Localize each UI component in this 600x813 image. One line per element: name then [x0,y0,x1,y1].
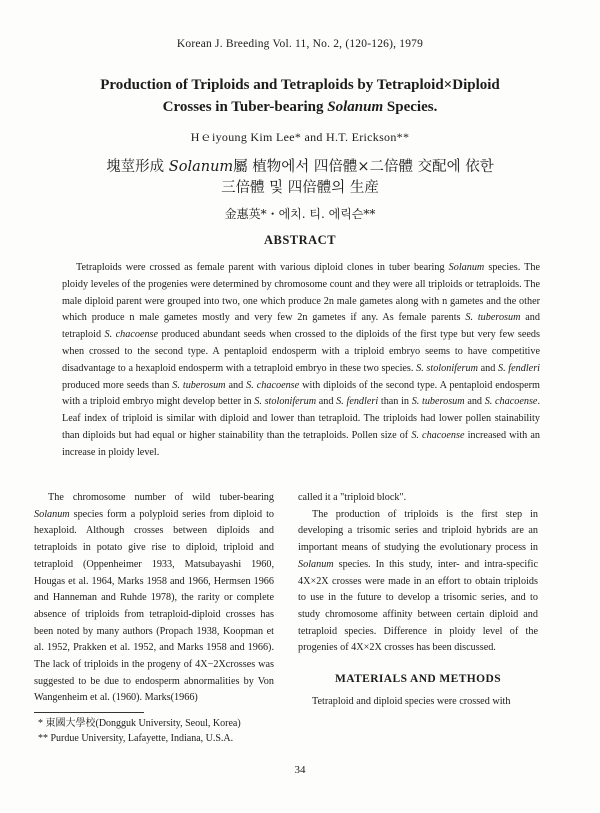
title-line-2-text: Crosses in Tuber-bearing [162,99,328,115]
intro-paragraph-1-continued: called it a "triploid block". [298,492,407,503]
intro-paragraph-2: The production of triploids is the first step in developing a trisomic series and triploid hybrids are an important means of studying the evolutionary process in Solanum species. In this study, inter- and intra-specific 4X×2X crosses were made in an effort to obtain triploids to use in the future to develop a trisomic series, and to study chromosome affinity between certain diploid and tetraploid species. Difference in ploidy level of the progenies of 4X×2X crosses has been discussed. [298,508,538,654]
species-name: S. chacoense [246,379,300,391]
korean-title-line-2: 三倍體 및 四倍體의 生産 [221,180,379,196]
species-name: S. tuberosum [172,379,226,391]
species-name: S. tuberosum [465,312,521,324]
korean-title-post: 屬 植物에서 四倍體×二倍體 交配에 依한 [233,159,494,175]
species-name: S. chacoense [411,429,465,441]
methods-paragraph-1: Tetraploid and diploid species were crossed with [312,695,511,707]
footnote-1: * 東國大學校(Dongguk University, Seoul, Korea) [38,718,241,729]
footnote-2: ** Purdue University, Lafayette, Indiana, U.S.A. [38,733,234,744]
species-name: Solanum [298,558,334,570]
abstract-body: Tetraploids were crossed as female parent with various diploid clones in tuber bearing Solanum species. The ploidy leveles of the progenies were determined by chromosome count and they were all triploids or tetraploids. The male diploid parent were grouped into two, one which produce 2n male gametes along with n gametes and the other which produce n male gametes mostly and very few 2n gametes if any. As female parents S. tuberosum and tetraploid S. chacoense produced abundant seeds when crossed to the diploids of the first type but very few seeds when crossed to the second type. A pentaploid endosperm with a triploid embryo seems to have competitive disadvantage to a hexaploid endosperm with a tetraploid embryo in these two species. S. stoloniferum and S. fendleri produced more seeds than S. tuberosum and S. chacoense with diploids of the second type. A pentaploid endosperm with a triploid embryo might develop better in S. stoloniferum and S. fendleri than in S. tuberosum and S. chacoense. Leaf index of triploid is similar with diploid and lower than tetraploid. The triploids had lower pollen stainability than diploids but had equal or higher stainability than the tetraploids. Pollen size of S. chacoense increased with an increase in ploidy level. [62,262,540,458]
body-column-left [34,490,274,707]
title-line-2-end: Species. [383,99,438,115]
korean-author-line: 金惠英*・에치. 티. 에릭슨** [224,207,376,221]
journal-header: Korean J. Breeding Vol. 11, No. 2, (120-126), 1979 [176,38,424,50]
title-line-2-italic: Solanum [327,99,384,115]
species-name: S. fendleri [336,396,379,408]
korean-title [60,157,540,199]
species-name: Solanum [448,262,485,273]
species-name: Solanum [34,508,70,520]
body-column-right [298,490,538,710]
species-name: S. tuberosum [411,396,465,408]
korean-title-pre: 塊莖形成 [106,159,169,175]
title-line-2 [40,96,560,118]
species-name: S. stoloniferum [416,362,478,374]
paper-title [40,74,560,118]
species-name: S. stoloniferum [254,396,317,408]
footnote-divider [34,712,144,713]
footnotes [38,716,288,746]
intro-paragraph-1: The chromosome number of wild tuber-bearing Solanum species form a polyploid series from diploid to hexaploid. Although crosses between diploids and tetraploids in potato give rise to diploid, triploid and tetraploid (Oppenheimer 1933, Matsubayashi 1960, Hougas et al. 1964, Marks 1958 and 1966, Hermsen 1966 and Hanneman and Ruhde 1978), the rarity or complete absence of triploids from tetraploid-diploid crosses has been noted by many authors (Propach 1938, Koopman et al. 1952, Prakken et al. 1952, and Marks 1958 and 1966). The lack of triploids in the progeny of 4X−2Xcrosses was suggested to be due to endosperm abnormalities by Von Wangenheim et al. (1960). Marks(1966) [34,492,274,704]
page-number: 34 [294,764,306,776]
title-line-1: Production of Triploids and Tetraploids by Tetraploid×Diploid [100,77,500,93]
species-name: S. chacoense [104,329,159,341]
section-heading-methods: MATERIALS AND METHODS [334,673,501,686]
species-name: S. fendleri [498,362,540,374]
abstract-heading: ABSTRACT [263,233,337,247]
species-name: S. chacoense [484,396,538,408]
author-line: Hｅiyoung Kim Lee* and H.T. Erickson** [190,130,410,144]
korean-title-italic: Solanum [168,159,234,175]
korean-title-line-1 [60,157,540,178]
